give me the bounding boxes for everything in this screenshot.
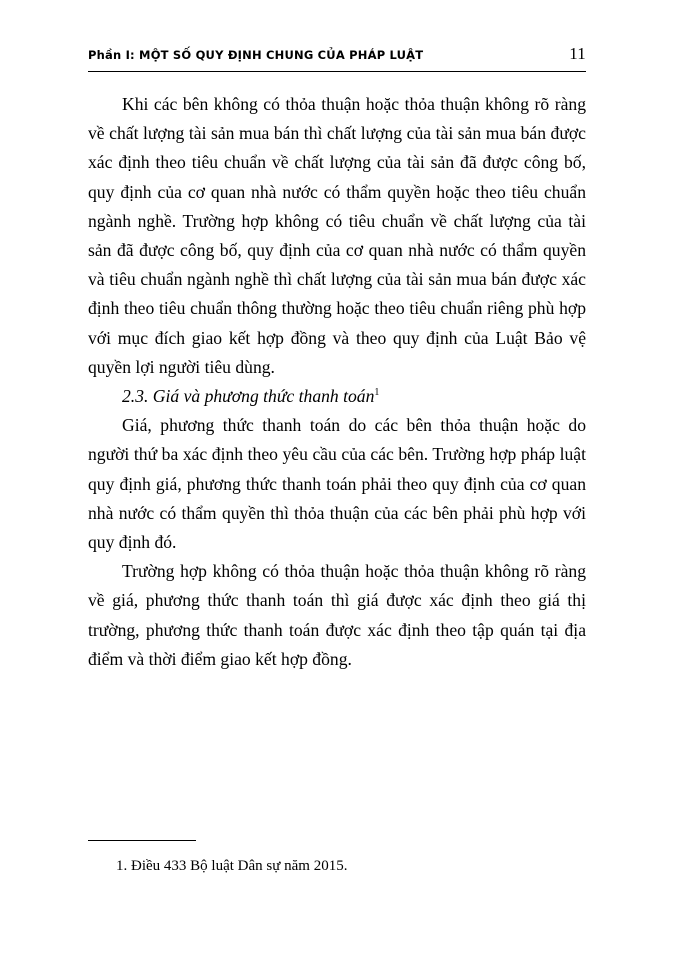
page-body xyxy=(88,90,586,674)
footnote-area xyxy=(88,840,586,877)
paragraph-2: Giá, phương thức thanh toán do các bên thỏa thuận hoặc do người thứ ba xác định theo yêu cầu của các bên. Trường hợp pháp luật quy định giá, phương thức thanh toán phải theo quy định của cơ quan nhà nước có thẩm quyền thì thỏa thuận của các bên phải phù hợp với quy định đó. xyxy=(88,415,586,553)
subheading-text: 2.3. Giá và phương thức thanh toán xyxy=(122,386,375,407)
page-number: 11 xyxy=(569,44,586,63)
section-subheading xyxy=(88,382,586,411)
header-divider xyxy=(88,71,586,72)
footnote-marker: 1 xyxy=(374,387,380,399)
paragraph-1: Khi các bên không có thỏa thuận hoặc thỏa thuận không rõ ràng về chất lượng tài sản mua bán thì chất lượng của tài sản mua bán được xác định theo tiêu chuẩn về chất lượng của tài sản đã được công bố, quy định của cơ quan nhà nước có thẩm quyền hoặc theo tiêu chuẩn ngành nghề. Trường hợp không có tiêu chuẩn về chất lượng của tài sản đã được công bố, quy định của cơ quan nhà nước có thẩm quyền và tiêu chuẩn ngành nghề thì chất lượng của tài sản mua bán được xác định theo tiêu chuẩn thông thường hoặc theo tiêu chuẩn riêng phù hợp với mục đích giao kết hợp đồng và theo quy định của Luật Bảo vệ quyền lợi người tiêu dùng. xyxy=(88,94,586,377)
footnote-divider xyxy=(88,840,196,841)
running-title: Phần I: MỘT SỐ QUY ĐỊNH CHUNG CỦA PHÁP LUẬT xyxy=(88,48,424,62)
page-header xyxy=(88,44,586,71)
footnote-text: 1. Điều 433 Bộ luật Dân sự năm 2015. xyxy=(116,858,348,874)
paragraph-3: Trường hợp không có thỏa thuận hoặc thỏa thuận không rõ ràng về giá, phương thức thanh toán thì giá được xác định theo giá thị trường, phương thức thanh toán được xác định theo tập quán tại địa điểm và thời điểm giao kết hợp đồng. xyxy=(88,561,586,669)
